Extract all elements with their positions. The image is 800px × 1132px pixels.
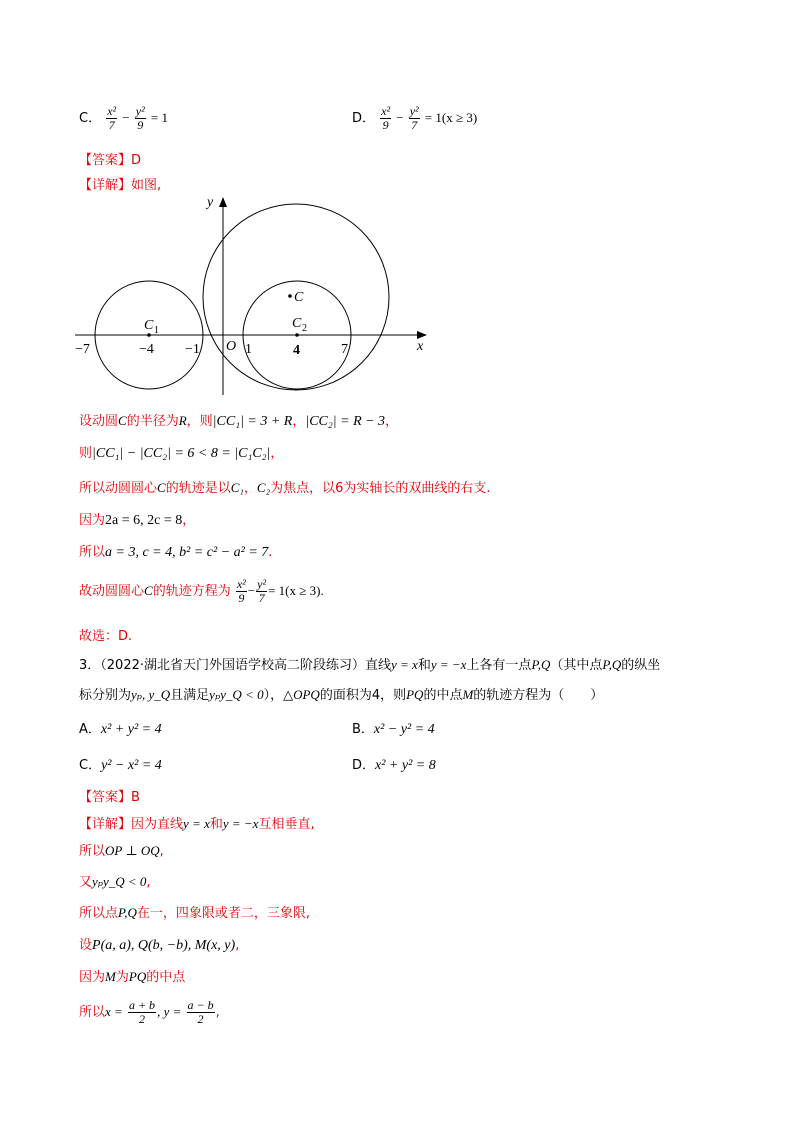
detail-tag: 【详解】 [79, 178, 132, 193]
q3-option-c: C．y² − x² = 4 [79, 758, 162, 773]
option-d-prev: D． $\frac{\text{x²}}{9}$ − $\frac{\text{y²}}{7}$ = 1(x ≥ 3) [352, 104, 478, 132]
q3-stem-line-2: 标分别为yₚ, y_Q且满足yₚy_Q < 0），△OPQ的面积为4，则PQ的中点M的轨迹方程为（ ） [79, 687, 604, 703]
label-c2-sub: 2 [302, 323, 307, 334]
y-axis-label: y [207, 195, 214, 210]
q3-detail-7: 所以x = $\frac{a + b}{2}$ , y = $\frac{a - b}{2}$ , [79, 998, 220, 1026]
label-c: C [294, 290, 304, 305]
q2-line-3: 所以动圆圆心C的轨迹是以C₁，C₂为焦点，以6为实轴长的双曲线的右支. [79, 480, 491, 496]
option-c-label: C． [79, 111, 102, 126]
q3-option-a: A．x² + y² = 4 [79, 722, 162, 737]
point-c2 [295, 333, 299, 337]
option-d-label: D． [352, 111, 376, 126]
q2-line-5: 所以a = 3, c = 4, b² = c² − a² = 7. [79, 545, 273, 560]
answer-value: D [131, 153, 142, 168]
q2-line-1: 设动圆C的半径为R，则|CC₁| = 3 + R，|CC₂| = R − 3， [79, 413, 399, 429]
x-axis-label: x [417, 339, 424, 354]
line6-frac-2: $\frac{\text{y²}}{7}$ [257, 577, 267, 605]
label-c1: C [144, 318, 154, 333]
circles-figure [65, 190, 445, 400]
q2-line-4: 因为2a = 6, 2c = 8， [79, 513, 196, 528]
option-d-frac-2: $\frac{\text{y²}}{7}$ [409, 104, 419, 132]
q2-line-2: 则|CC₁| − |CC₂| = 6 < 8 = |C₁C₂|， [79, 446, 284, 461]
q3-detail-2: 所以OP ⊥ OQ, [79, 843, 164, 859]
q3-detail-1: 【详解】因为直线y = x和y = −x互相垂直, [79, 816, 315, 832]
point-c [288, 294, 292, 298]
d7-frac-1: $\frac{a + b}{2}$ [128, 998, 156, 1026]
option-c-frac-2: $\frac{\text{y²}}{9}$ [135, 104, 145, 132]
label-c2: C [292, 316, 302, 331]
option-d-rhs: = 1(x ≥ 3) [424, 110, 478, 125]
q2-choose: 故选：D. [79, 629, 133, 644]
origin-label: O [226, 339, 237, 354]
label-c1-sub: 1 [154, 325, 159, 336]
option-c-frac-1: $\frac{\text{x²}}{7}$ [107, 104, 117, 132]
point-c1 [147, 333, 151, 337]
tick-1: 1 [245, 342, 252, 357]
q3-detail-3: 又yₚy_Q < 0, [79, 874, 151, 890]
tick-neg7: −7 [75, 342, 90, 357]
q2-line-6: 故动圆圆心C的轨迹方程为 $\frac{\text{x²}}{9}$ − $\frac{\text{y²}}{7}$ = 1(x ≥ 3). [79, 577, 324, 605]
x-axis-arrow [417, 331, 427, 339]
option-c-rhs: = 1 [150, 110, 168, 125]
q3-detail-6: 因为M为PQ的中点 [79, 969, 186, 985]
q2-detail-intro: 【详解】如图, [79, 178, 162, 193]
option-d-frac-1: $\frac{\text{x²}}{9}$ [381, 104, 391, 132]
q3-stem-line-1: 3．（2022·湖北省天门外国语学校高二阶段练习）直线y = x和y = −x上各有一点P,Q（其中点P,Q的纵坐 [79, 657, 661, 673]
line6-frac-1: $\frac{\text{x²}}{9}$ [236, 577, 246, 605]
q3-detail-5: 设P(a, a), Q(b, −b), M(x, y), [79, 938, 240, 953]
q3-option-d: D．x² + y² = 8 [352, 758, 436, 773]
tick-neg1: −1 [185, 342, 200, 357]
option-c-prev: C． $\frac{\text{x²}}{7}$ − $\frac{\text{y²}}{9}$ = 1 [79, 104, 168, 132]
q3-option-b: B．x² − y² = 4 [352, 722, 435, 737]
q2-answer [79, 149, 141, 168]
q3-number: 3． [79, 658, 101, 673]
tick-4: 4 [293, 343, 300, 358]
tick-neg4: −4 [139, 342, 154, 357]
y-axis-arrow [219, 197, 227, 207]
tick-7: 7 [341, 342, 348, 357]
q3-detail-4: 所以点P,Q在一，四象限或者二，三象限, [79, 905, 311, 921]
answer-tag: 【答案】 [79, 153, 132, 168]
q3-answer: 【答案】B [79, 790, 140, 805]
d7-frac-2: $\frac{a - b}{2}$ [187, 998, 214, 1026]
